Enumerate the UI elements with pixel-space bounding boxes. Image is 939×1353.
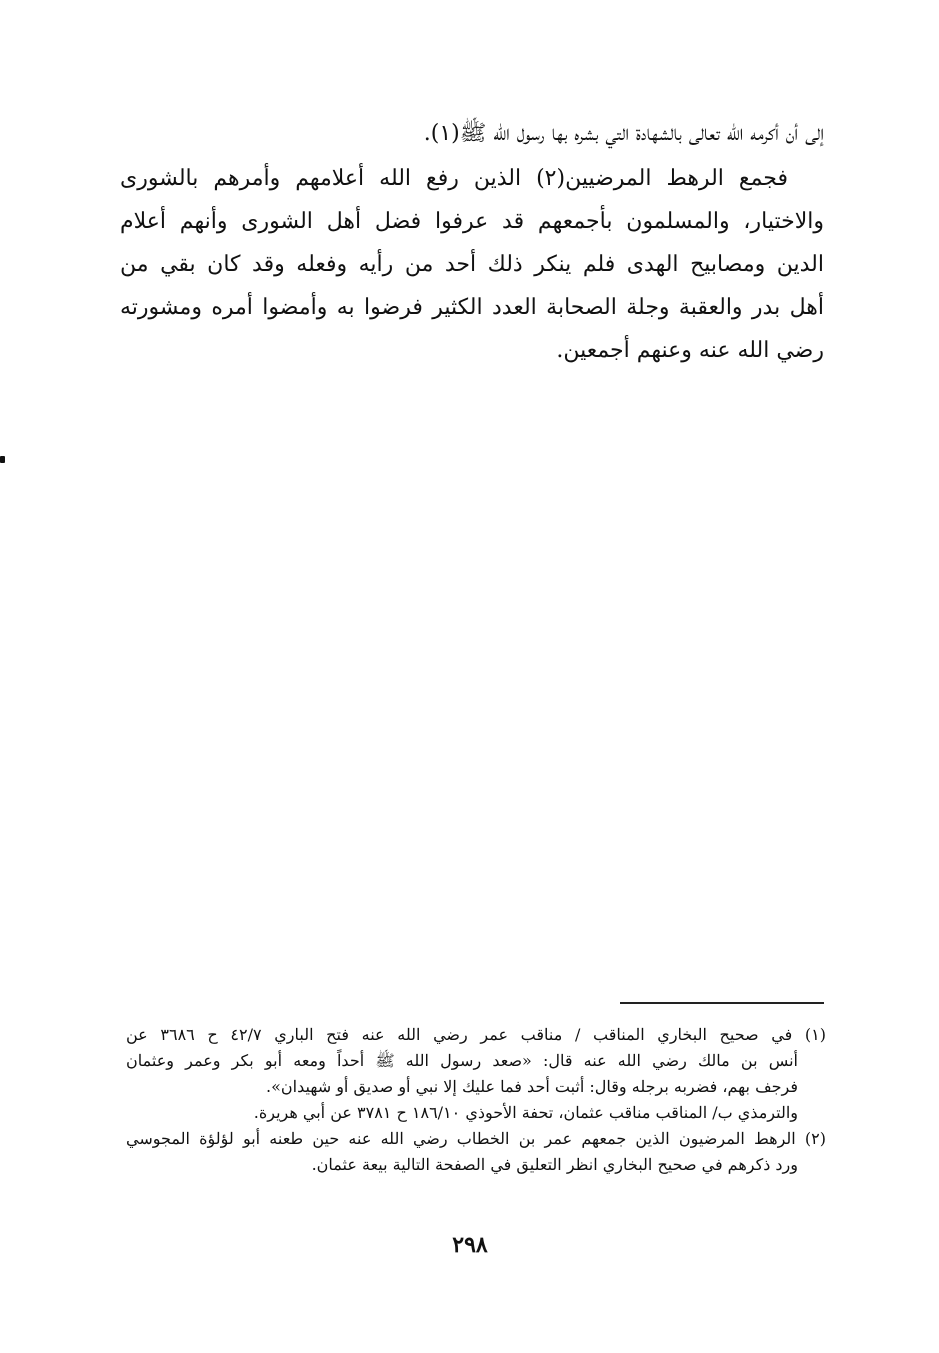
footnote-line: ورد ذكرهم في صحيح البخاري انظر التعليق في الصفحة التالية بيعة عثمان.: [311, 1155, 798, 1174]
text-line: والاختيار، والمسلمون بأجمعهم قد عرفوا فضل أهل الشورى وأنهم أعلام: [120, 209, 824, 234]
footnote-separator: [620, 1002, 824, 1004]
text-line: فجمع الرهط المرضيين(٢) الذين رفع الله أعلامهم وأمرهم بالشورى: [120, 166, 789, 191]
page-number: ٢٩٨: [452, 1232, 488, 1258]
text-line: إلى أن أكرمه الله تعالى بالشهادة التي بشره بها رسول الله ﷺ(١).: [423, 121, 824, 146]
text-line: رضي الله عنه وعنهم أجمعين.: [556, 338, 824, 363]
footnote-line: (٢) الرهط المرضيون الذين جمعهم عمر بن الخطاب رضي الله عنه حين طعنه أبو لؤلؤة المجوسي: [126, 1129, 826, 1148]
footnote-line: أنس بن مالك رضي الله عنه قال: «صعد رسول الله ﷺ أحداً ومعه أبو بكر وعمر وعثمان: [126, 1051, 798, 1070]
text-line: الدين ومصابيح الهدى فلم ينكر ذلك أحد من رأيه وفعله وقد كان بقي من: [120, 252, 824, 277]
footnote-line: (١) في صحيح البخاري المناقب / مناقب عمر رضي الله عنه فتح الباري ٤٢/٧ ح ٣٦٨٦ عن: [126, 1025, 827, 1044]
main-text: [120, 112, 824, 372]
footnotes: [126, 1022, 826, 1178]
footnote-line: والترمذي ب/ المناقب مناقب عثمان، تحفة الأحوذي ١٨٦/١٠ ح ٣٧٨١ عن أبي هريرة.: [253, 1103, 798, 1122]
margin-mark: [0, 456, 5, 463]
footnote-line: فرجف بهم، فضربه برجله وقال: أثبت أحد فما عليك إلا نبي أو صديق أو شهيدان».: [266, 1077, 798, 1096]
text-line: أهل بدر والعقبة وجلة الصحابة العدد الكثير فرضوا به وأمضوا أمره ومشورته: [120, 295, 824, 320]
